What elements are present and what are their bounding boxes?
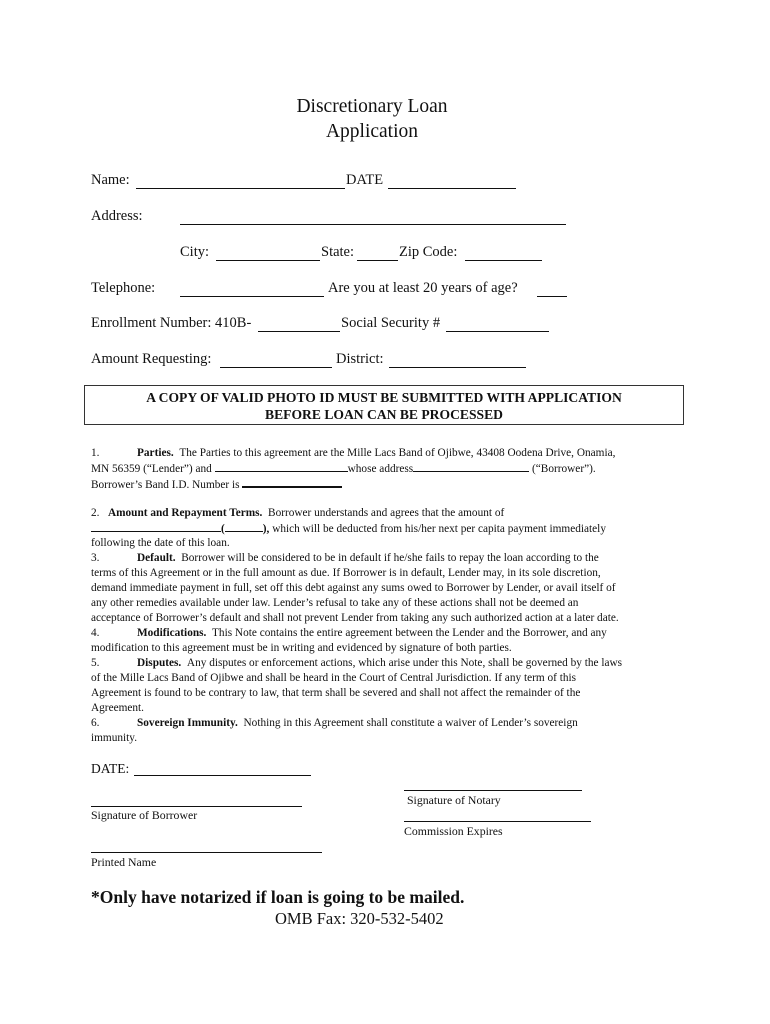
term-text: The Parties to this agreement are the Mille Lacs Band of Ojibwe, 43408 Oodena Drive, Onamia, [179, 447, 616, 459]
band-id-field[interactable] [242, 476, 342, 488]
address-field[interactable] [180, 224, 566, 225]
term-sovereign-immunity [91, 716, 691, 731]
term-sovereign-immunity-line2: immunity. [91, 732, 138, 744]
term-number: 2. [91, 507, 100, 519]
term-heading: Disputes. [137, 657, 182, 669]
term-disputes-line2: of the Mille Lacs Band of Ojibwe and shall be heard in the Court of Central Jurisdiction. If any term of this [91, 672, 577, 684]
term-heading: Modifications. [137, 627, 207, 639]
amount-field[interactable] [220, 367, 332, 368]
term-modifications [91, 626, 691, 641]
telephone-field[interactable] [180, 296, 324, 297]
notice-line1: A COPY OF VALID PHOTO ID MUST BE SUBMITTED WITH APPLICATION [146, 390, 622, 405]
term-text: Borrower will be considered to be in default if he/she fails to repay the loan according to the [181, 552, 599, 564]
signature-date-label: DATE: [91, 761, 130, 776]
zip-field[interactable] [465, 260, 542, 261]
document-title-line2: Application [325, 121, 419, 142]
term-text: whose address [347, 463, 414, 475]
term-text: Any disputes or enforcement actions, which arise under this Note, shall be governed by the laws [186, 657, 623, 669]
term-parties-line3 [91, 476, 691, 493]
borrower-name-field[interactable] [215, 461, 348, 472]
enrollment-label: Enrollment Number: 410B- [91, 315, 252, 331]
enrollment-field[interactable] [258, 331, 340, 332]
term-amount [91, 506, 691, 521]
term-default [91, 551, 691, 566]
amount-number-field[interactable] [225, 521, 263, 532]
amount-label: Amount Requesting: [91, 351, 212, 367]
zip-label: Zip Code: [399, 244, 458, 260]
term-number: 1. [91, 447, 100, 459]
term-disputes-line4: Agreement. [91, 702, 145, 714]
term-parties-line2 [91, 461, 691, 477]
name-label: Name: [91, 172, 130, 188]
term-parties [91, 446, 691, 461]
city-label: City: [180, 244, 210, 260]
notice-line2: BEFORE LOAN CAN BE PROCESSED [265, 407, 503, 422]
state-field[interactable] [357, 260, 398, 261]
age-question-label: Are you at least 20 years of age? [328, 280, 518, 296]
term-text: This Note contains the entire agreement between the Lender and the Borrower, and any [212, 627, 607, 639]
term-text: ( [221, 523, 225, 535]
term-default-line5: acceptance of Borrower’s default and shall not prevent Lender from taking any such authorized action at a later date. [91, 612, 619, 624]
photo-id-notice [84, 385, 684, 425]
term-number: 4. [91, 627, 100, 639]
amount-words-field[interactable] [91, 521, 221, 532]
term-default-line3: demand immediate payment in full, set off this debt against any sums owed to Borrower by Lender, or avail itself of [91, 582, 616, 594]
address-label: Address: [91, 208, 143, 224]
term-text: MN 56359 (“Lender”) and [91, 463, 212, 475]
term-text: Nothing in this Agreement shall constitute a waiver of Lender’s sovereign [243, 717, 578, 729]
term-text: which will be deducted from his/her next per capita payment immediately [272, 523, 606, 535]
ssn-label: Social Security # [341, 315, 441, 331]
printed-name-label: Printed Name [91, 855, 157, 869]
state-label: State: [321, 244, 355, 260]
term-heading: Default. [137, 552, 176, 564]
term-number: 3. [91, 552, 100, 564]
commission-expires-field[interactable] [404, 821, 591, 822]
name-field[interactable] [136, 188, 345, 189]
term-modifications-line2: modification to this agreement must be in writing and evidenced by signature of both parties. [91, 642, 512, 654]
term-default-line4: any other remedies available under law. Lender’s refusal to take any of these actions shall not be deemed an [91, 597, 579, 609]
date-label: DATE [346, 172, 384, 188]
signature-date-field[interactable] [134, 775, 311, 776]
fax-number: OMB Fax: 320-532-5402 [275, 909, 444, 928]
term-amount-line2 [91, 521, 691, 537]
term-text: Borrower’s Band I.D. Number is [91, 479, 240, 491]
term-disputes-line3: Agreement is found to be contrary to law, that term shall be severed and shall not affect the remainder of the [91, 687, 581, 699]
district-label: District: [336, 351, 384, 367]
ssn-field[interactable] [446, 331, 549, 332]
term-amount-line3: following the date of this loan. [91, 537, 230, 549]
district-field[interactable] [389, 367, 526, 368]
borrower-signature-label: Signature of Borrower [91, 808, 198, 822]
notarize-note: *Only have notarized if loan is going to be mailed. [91, 887, 465, 907]
telephone-label: Telephone: [91, 280, 156, 296]
notary-signature-label: Signature of Notary [407, 793, 501, 807]
term-default-line2: terms of this Agreement or in the full amount as due. If Borrower is in default, Lender may, in its sole discretion, [91, 567, 601, 579]
borrower-address-field[interactable] [413, 461, 529, 472]
document-title-line1: Discretionary Loan [296, 96, 448, 117]
term-heading: Amount and Repayment Terms. [107, 507, 263, 519]
notary-signature-field[interactable] [404, 790, 582, 791]
borrower-signature-field[interactable] [91, 806, 302, 807]
term-heading: Sovereign Immunity. [137, 717, 238, 729]
term-text: (“Borrower”). [532, 463, 596, 475]
term-text: ), [262, 523, 270, 535]
printed-name-field[interactable] [91, 852, 322, 853]
term-text: Borrower understands and agrees that the amount of [268, 507, 505, 519]
term-heading: Parties. [137, 447, 174, 459]
city-field[interactable] [216, 260, 320, 261]
date-field[interactable] [388, 188, 516, 189]
term-number: 6. [91, 717, 100, 729]
commission-expires-label: Commission Expires [404, 824, 503, 838]
term-disputes [91, 656, 691, 671]
term-number: 5. [91, 657, 100, 669]
age-answer-field[interactable] [537, 296, 567, 297]
